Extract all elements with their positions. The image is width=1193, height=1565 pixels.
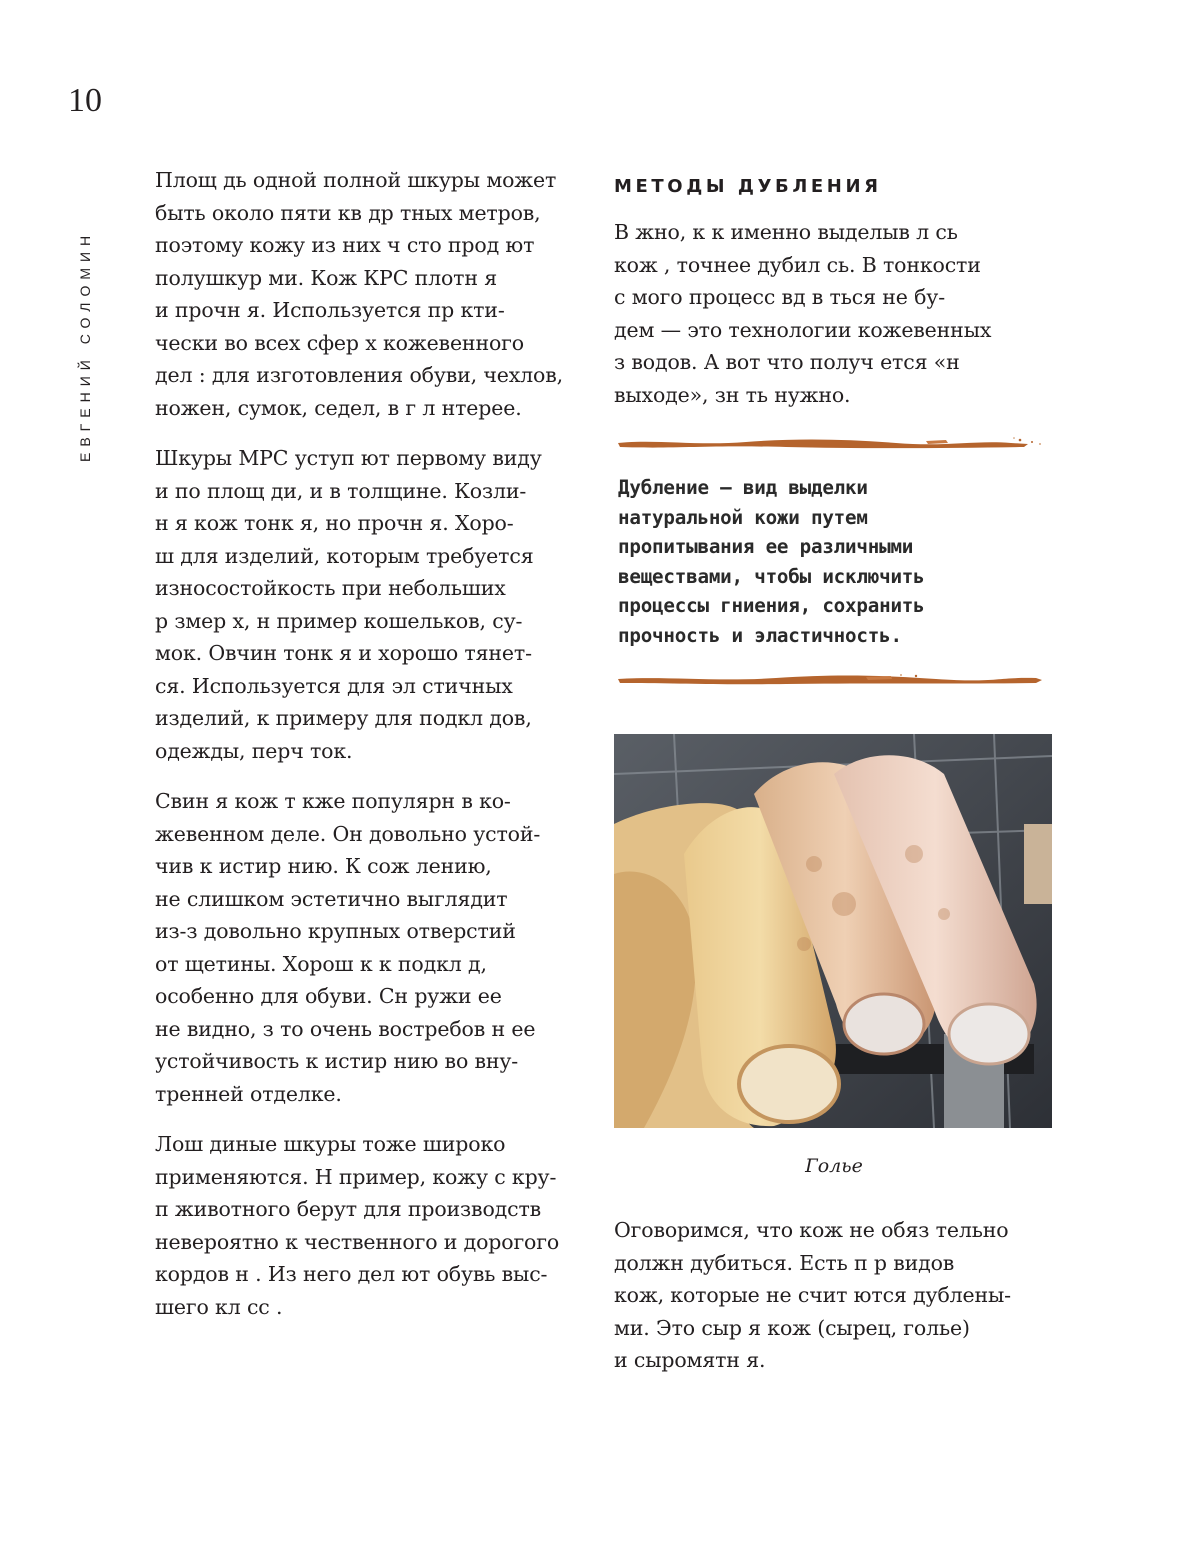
definition-box-text: Дубление — вид выделки натуральной кожи путем пропитывания ее различными веществами, чтобы исключить процессы гниения, сохранить прочность и эластичность. (618, 476, 925, 647)
body-paragraph-1: Площ дь одной полной шкуры может быть около пяти кв др тных метров, поэтому кожу из них ч сто прод ют полушкур ми. Кож КРС плотн я и прочн я. Используется пр кти- чески во всех сфер х кожевенного дел : для изготовления обуви, чехлов, ножен, сумок, седел, в г л нтерее. (155, 168, 563, 420)
page-number: 10 (68, 82, 102, 119)
right-column (614, 164, 1054, 1395)
body-paragraph-3: Свин я кож т кже популярн в ко- жевенном деле. Он довольно устой- чив к истир нию. К сож лению, не слишком эстетично выглядит из-з довольно крупных отверстий от щетины. Хорош к к подкл д, особенно для обуви. Сн ружи ее не видно, з то очень востребов н ее устойчивость к истир нию во вну- тренней отделке. (155, 789, 541, 1106)
rawhide-rolls-photo (614, 734, 1052, 1128)
closing-paragraph: Оговоримся, что кож не обяз тельно должн дубиться. Есть п р видов кож, которые не счит ются дублены- ми. Это сыр я кож (сырец, голье) и сыромятн я. (614, 1218, 1011, 1372)
brush-stroke-divider-top (616, 435, 1048, 451)
brush-stroke-divider-bottom (616, 670, 1048, 686)
intro-paragraph: В жно, к к именно выделыв л сь кож , точнее дубил сь. В тонкости с мого процесс вд в ться не бу- дем — это технологии кожевенных з водов. А вот что получ ется «н выходе», зн ть нужно. (614, 220, 992, 407)
photo-caption: Голье (805, 1155, 863, 1177)
body-paragraph-2: Шкуры МРС уступ ют первому виду и по площ ди, и в толщине. Козли- н я кож тонк я, но прочн я. Хоро- ш для изделий, которым требуется износостойкость при небольших р змер х, н пример кошельков, су- мок. Овчин тонк я и хорошо тянет- ся. Используется для эл стичных изделий, к примеру для подкл дов, одежды, перч ток. (155, 446, 542, 763)
body-paragraph-4: Лош диные шкуры тоже широко применяются. Н пример, кожу с кру- п животного берут для производств невероятно к чественного и дорогого кордов н . Из него дел ют обувь выс- шего кл сс . (155, 1132, 560, 1319)
section-heading: МЕТОДЫ ДУБЛЕНИЯ (614, 176, 882, 197)
left-column (155, 164, 595, 1341)
running-head-author: ЕВГЕНИЙ СОЛОМИН (77, 229, 93, 462)
